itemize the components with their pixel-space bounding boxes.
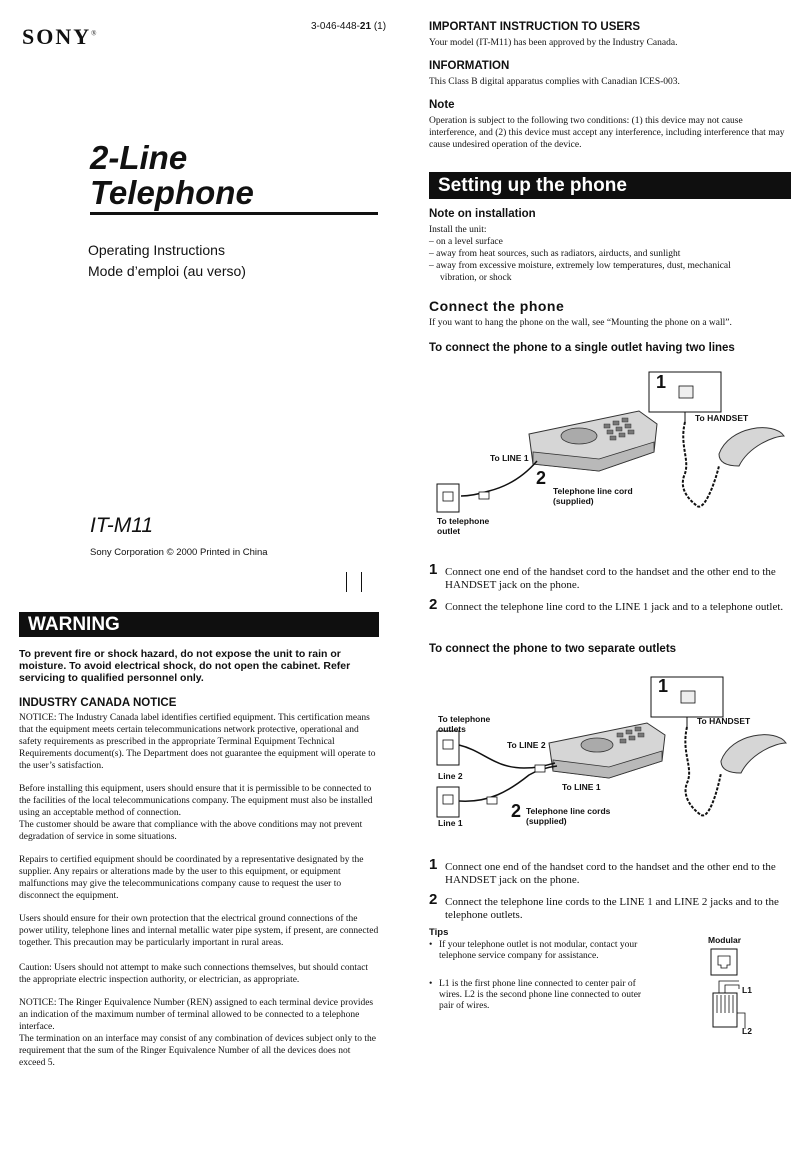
single-step-1: 1 Connect one end of the handset cord to the handset and the other end to the HANDSET jack on the phone.: [429, 561, 776, 591]
label-to-outlet: To telephone outlet: [437, 516, 490, 536]
handset-jack-icon: [679, 386, 693, 398]
l2-label: L2: [742, 1026, 752, 1036]
callout-1: 1: [656, 372, 667, 392]
l1-label: L1: [742, 985, 752, 995]
two-step-1: 1 Connect one end of the handset cord to the handset and the other end to the HANDSET jack on the phone.: [429, 856, 776, 886]
ic-paragraph-4: Users should ensure for their own protection that the electrical ground connections of the power utility, telephone lines and internal metallic water pipe system, if present, are connected together. This precaution may be particularly important in rural areas.: [19, 914, 379, 948]
information-text: This Class B digital apparatus complies with Canadian ICES-003.: [429, 77, 680, 87]
model-name: IT-M11: [90, 514, 154, 537]
ic-paragraph-1: NOTICE: The Industry Canada label identifies certified equipment. This certification means that the equipment meets certain telecommunications network protective, operational and safety requirements as prescribed in the appropriate Terminal Equipment Technical Requirements document(s). The Department does not guarantee the equipment will operate to the user’s satisfaction.: [19, 713, 376, 771]
subtitle-operating-instructions: Operating Instructions: [88, 242, 225, 258]
line-cord: [461, 461, 537, 496]
callout-1: 1: [658, 676, 669, 696]
ic-paragraph-6: NOTICE: The Ringer Equivalence Number (REN) assigned to each terminal device provides an indication of the maximum number of terminal allowed to be connected to a telephone interface. The termination on an interface may consist of any combination of devices subject only to the requirement that the sum of the Ringer Equivalence Number of all the devices does not exceed 5.: [19, 998, 376, 1068]
single-step-2: 2 Connect the telephone line cord to the LINE 1 jack and to a telephone outlet.: [429, 596, 784, 613]
label-to-line1: To LINE 1: [562, 782, 601, 792]
document-number: 3-046-448-21 (1): [311, 21, 387, 32]
handset-jack-icon: [681, 691, 695, 703]
install-list: Install the unit: – on a level surface – away from heat sources, such as radiators, airducts, and sunlight – away from excessive moisture, extremely low temperatures, dust, mechanical vibration, or shock: [429, 224, 791, 284]
tips-heading: Tips: [429, 927, 449, 938]
callout-2: 2: [511, 801, 522, 821]
two-outlets-heading: To connect the phone to two separate outlets: [429, 643, 677, 655]
label-to-handset: To HANDSET: [695, 413, 749, 423]
ic-paragraph-2: Before installing this equipment, users should ensure that it is permissible to be connected to the facilities of the local telecommunications company. The equipment must also be installed using an acceptable method of connection. The customer should be aware that compliance with the above conditions may not prevent degradation of service in some situations.: [19, 784, 373, 842]
modular-label: Modular: [708, 935, 742, 945]
install-item: – away from excessive moisture, extremely low temperatures, dust, mechanical: [429, 261, 731, 271]
handset-cord: [685, 727, 721, 815]
copyright: Sony Corporation © 2000 Printed in China: [90, 547, 268, 558]
label-to-line2: To LINE 2: [507, 740, 546, 750]
handset-icon: [721, 735, 786, 773]
information-heading: INFORMATION: [429, 60, 510, 72]
important-text: Your model (IT-M11) has been approved by the Industry Canada.: [429, 38, 678, 48]
registration-mark: [346, 572, 362, 592]
install-heading: Note on installation: [429, 208, 536, 220]
label-line-2: Line 2: [438, 771, 463, 781]
setup-heading: Setting up the phone: [429, 172, 791, 199]
warning-text: To prevent fire or shock hazard, do not expose the unit to rain or moisture. To avoid electrical shock, do not open the cabinet. Refer servicing to qualified personnel only.: [19, 648, 351, 684]
ic-paragraph-3: Repairs to certified equipment should be coordinated by a representative designated by the supplier. Any repairs or alterations made by the user to this equipment, or equipment malfunctions may give the telecommunications company cause to request the user to disconnect the equipment.: [19, 855, 364, 901]
important-heading: IMPORTANT INSTRUCTION TO USERS: [429, 21, 641, 33]
subtitle-french: Mode d’emploi (au verso): [88, 263, 246, 279]
note-heading: Note: [429, 99, 455, 111]
label-to-handset: To HANDSET: [697, 716, 751, 726]
install-item: – away from heat sources, such as radiators, airducts, and sunlight: [429, 249, 681, 259]
note-text: Operation is subject to the following two conditions: (1) this device may not cause interference, and (2) this device must accept any interference, including interference that may cause undesired operation of the device.: [429, 116, 785, 150]
title-rule: [90, 212, 378, 215]
connect-heading: Connect the phone: [429, 298, 565, 314]
ic-paragraph-5: Caution: Users should not attempt to make such connections themselves, but should contact the appropriate electric inspection authority, or electrician, as appropriate.: [19, 963, 369, 985]
label-to-line1: To LINE 1: [490, 453, 529, 463]
install-item: vibration, or shock: [440, 273, 512, 283]
handset-icon: [719, 428, 784, 466]
handset-cord: [683, 422, 719, 507]
label-to-outlets: To telephone outlets: [438, 714, 491, 734]
tip-2: • L1 is the first phone line connected to center pair of wires. L2 is the second phone line connected to outer pair of wires.: [429, 979, 642, 1011]
label-line-1: Line 1: [438, 818, 463, 828]
warning-heading: WARNING: [19, 612, 379, 637]
connect-intro: If you want to hang the phone on the wall, see “Mounting the phone on a wall”.: [429, 318, 732, 328]
single-outlet-heading: To connect the phone to a single outlet having two lines: [429, 342, 735, 354]
label-line-cords: Telephone line cords (supplied): [526, 806, 611, 826]
tip-1: • If your telephone outlet is not modular, contact your telephone service company for assistance.: [429, 940, 638, 961]
industry-canada-heading: INDUSTRY CANADA NOTICE: [19, 697, 177, 709]
sony-logo: SONY®: [22, 24, 97, 49]
label-line-cord: Telephone line cord (supplied): [553, 486, 633, 506]
two-step-2: 2 Connect the telephone line cords to the LINE 1 and LINE 2 jacks and to the telephone outlets.: [429, 891, 779, 921]
install-item: – on a level surface: [429, 237, 503, 247]
callout-2: 2: [536, 468, 547, 488]
product-title: 2-Line Telephone: [90, 139, 254, 211]
